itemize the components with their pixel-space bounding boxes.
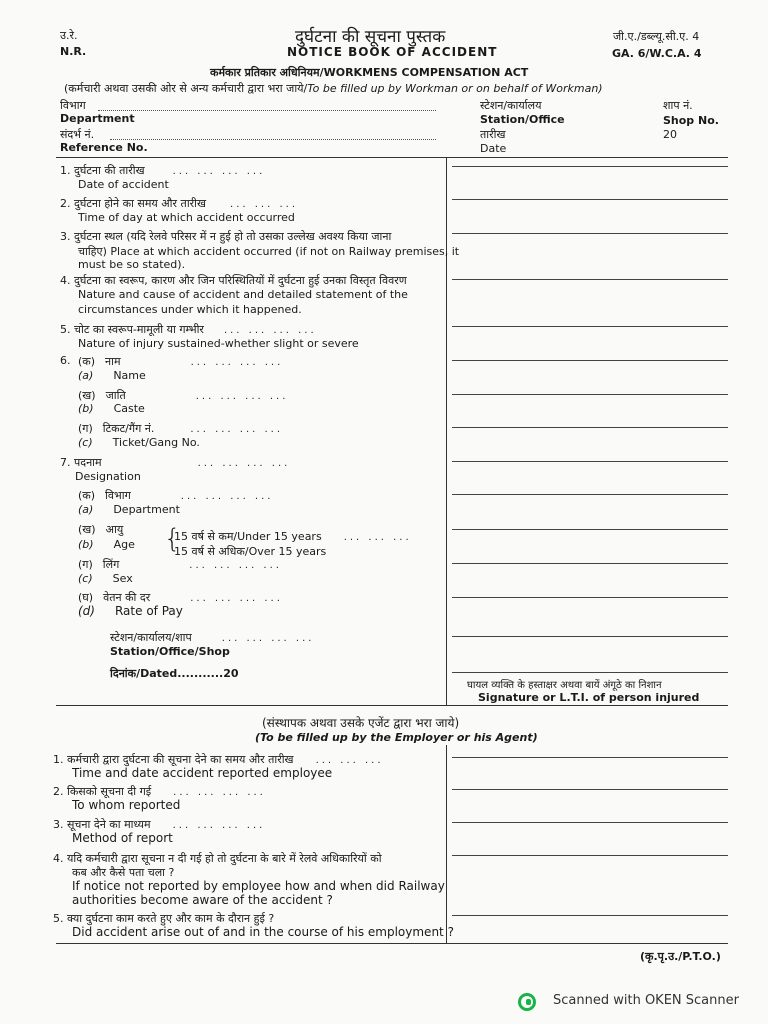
form-no-hindi: जी.ए./डब्ल्यू.सी.ए. 4	[613, 30, 700, 43]
act-line: कर्मकार प्रतिकार अधिनियम/WORKMENS COMPENSATION ACT	[210, 66, 529, 79]
employer-item-4-english-2: authorities become aware of the accident ?	[72, 893, 333, 907]
dated-field[interactable]: दिनांक/Dated...........20	[110, 667, 239, 680]
item-7-hindi: 7. पदनाम ... ... ... ...	[60, 456, 291, 469]
item-6a-english: (a) Name	[78, 369, 146, 382]
shop-label-hindi: शाप नं.	[663, 99, 693, 112]
employer-item-1-hindi: 1. कर्मचारी द्वारा दुर्घटना की सूचना देने का समय और तारीख ... ... ...	[53, 753, 384, 766]
answer-line-6b[interactable]	[452, 394, 728, 395]
age-brace: {	[164, 524, 181, 554]
section-bottom-border	[56, 943, 728, 944]
item-6a-hindi: (क) नाम ... ... ... ...	[78, 355, 284, 368]
age-over-15: 15 वर्ष से अधिक/Over 15 years	[174, 545, 327, 558]
reference-field[interactable]	[110, 139, 436, 140]
item-6b-hindi: (ख) जाति ... ... ... ...	[78, 389, 289, 402]
employer-item-2-hindi: 2. किसको सूचना दी गई ... ... ... ...	[53, 785, 266, 798]
scanner-watermark: Scanned with OKEN Scanner	[553, 993, 739, 1008]
title-english: NOTICE BOOK OF ACCIDENT	[287, 45, 498, 59]
item-7b-english: (b) Age	[78, 538, 135, 551]
signature-line[interactable]	[452, 672, 728, 673]
answer-line-7c[interactable]	[452, 563, 728, 564]
date-label-hindi: तारीख	[480, 128, 506, 141]
employer-heading: (To be filled up by the Employer or his Agent)	[255, 731, 538, 744]
signature-label: Signature or L.T.I. of person injured	[478, 691, 700, 704]
answer-line-6a[interactable]	[452, 360, 728, 361]
section-mid-border	[56, 705, 728, 706]
item-1-english: Date of accident	[78, 178, 169, 191]
station-shop-english: Station/Office/Shop	[110, 645, 230, 658]
item-7d-hindi: (घ) वेतन की दर ... ... ... ...	[78, 591, 283, 604]
form-no-english: GA. 6/W.C.A. 4	[612, 47, 702, 60]
answer-line-5[interactable]	[452, 326, 728, 327]
answer-line-1[interactable]	[452, 166, 728, 167]
answer-line-7a[interactable]	[452, 494, 728, 495]
employer-item-4-english: If notice not reported by employee how and when did Railway	[72, 879, 445, 893]
item-7a-english: (a) Department	[78, 503, 180, 516]
nr-english: N.R.	[60, 45, 87, 58]
signature-label-hindi: घायल व्यक्ति के हस्ताक्षर अथवा बायें अंगूठे का निशान	[467, 680, 662, 691]
fill-instruction-english: To be filled up by Workman or on behalf of Workman)	[307, 82, 603, 95]
employer-item-1-english: Time and date accident reported employee	[72, 766, 333, 780]
station-shop-hindi: स्टेशन/कार्यालय/शाप ... ... ... ...	[110, 631, 315, 644]
item-5-hindi: 5. चोट का स्वरूप-मामूली या गम्भीर ... ... ... ...	[60, 323, 317, 336]
age-under-15: 15 वर्ष से कम/Under 15 years ... ... ...	[174, 530, 412, 543]
employer-item-4-hindi-2: कब और कैसे पता चला ?	[72, 866, 175, 879]
answer-line-7b[interactable]	[452, 529, 728, 530]
column-divider-lower	[446, 745, 447, 943]
item-2-english: Time of day at which accident occurred	[78, 211, 295, 224]
employer-item-3-english: Method of report	[72, 831, 173, 845]
item-7-english: Designation	[75, 470, 141, 483]
date-label: Date	[480, 142, 507, 155]
item-7d-english: (d) Rate of Pay	[78, 604, 183, 618]
item-6b-english: (b) Caste	[78, 402, 145, 415]
item-1-hindi: 1. दुर्घटना की तारीख ... ... ... ...	[60, 164, 266, 177]
employer-answer-line-1[interactable]	[452, 757, 728, 758]
item-4-line2: Nature and cause of accident and detailed statement of the	[78, 288, 408, 301]
answer-line-7d[interactable]	[452, 597, 728, 598]
answer-line-7[interactable]	[452, 461, 728, 462]
fill-instruction	[64, 81, 603, 96]
answer-line-2[interactable]	[452, 199, 728, 200]
station-label: Station/Office	[480, 113, 565, 126]
employer-item-5-hindi: 5. क्या दुर्घटना काम करते हुए और काम के दौरान हुई ?	[53, 912, 275, 925]
pto-label: (कृ.पृ.उ./P.T.O.)	[640, 950, 721, 963]
item-4-hindi: 4. दुर्घटना का स्वरूप, कारण और जिन परिस्थितियों में दुर्घटना हुई उनका विस्तृत विवरण	[60, 274, 407, 287]
employer-answer-line-5[interactable]	[452, 915, 728, 916]
shop-label: Shop No.	[663, 114, 719, 127]
scanner-logo-icon	[518, 993, 536, 1011]
employer-answer-line-2[interactable]	[452, 789, 728, 790]
answer-line-4[interactable]	[452, 279, 728, 280]
station-label-hindi: स्टेशन/कार्यालय	[480, 99, 542, 112]
employer-answer-line-4[interactable]	[452, 855, 728, 856]
section-top-border	[56, 157, 728, 158]
title-hindi: दुर्घटना की सूचना पुस्तक	[295, 27, 446, 47]
answer-line-3[interactable]	[452, 233, 728, 234]
item-4-line3: circumstances under which it happened.	[78, 303, 302, 316]
item-7a-hindi: (क) विभाग ... ... ... ...	[78, 489, 274, 502]
employer-item-4-hindi: 4. यदि कर्मचारी द्वारा सूचना न दी गई हो तो दुर्घटना के बारे में रेलवे अधिकारियों को	[53, 852, 382, 865]
reference-label: Reference No.	[60, 141, 148, 154]
answer-line-station[interactable]	[452, 636, 728, 637]
answer-line-6c[interactable]	[452, 427, 728, 428]
employer-item-5-english: Did accident arise out of and in the course of his employment ?	[72, 925, 454, 939]
column-divider-upper	[446, 157, 447, 705]
item-7b-hindi: (ख) आयु	[78, 523, 124, 536]
item-7c-english: (c) Sex	[78, 572, 133, 585]
item-7c-hindi: (ग) लिंग ... ... ... ...	[78, 558, 282, 571]
item-5-english: Nature of injury sustained-whether slight or severe	[78, 337, 359, 350]
item-6c-hindi: (ग) टिकट/गैंग नं. ... ... ... ...	[78, 422, 284, 435]
department-field[interactable]	[98, 110, 436, 111]
item-6-number: 6.	[60, 354, 71, 367]
department-label-hindi: विभाग	[60, 99, 86, 112]
item-6c-english: (c) Ticket/Gang No.	[78, 436, 200, 449]
item-3-line2: चाहिए) Place at which accident occurred (if not on Railway premises, it	[78, 245, 460, 258]
employer-answer-line-3[interactable]	[452, 822, 728, 823]
employer-heading-hindi: (संस्थापक अथवा उसके एजेंट द्वारा भरा जाये)	[262, 716, 460, 730]
employer-item-2-english: To whom reported	[72, 798, 181, 812]
item-3-line3: must be so stated).	[78, 258, 186, 271]
reference-label-hindi: संदर्भ नं.	[60, 128, 95, 141]
employer-item-3-hindi: 3. सूचना देने का माध्यम ... ... ... ...	[53, 818, 266, 831]
fill-instruction-hindi: (कर्मचारी अथवा उसकी ओर से अन्य कर्मचारी द्वारा भरा जाये/	[64, 82, 308, 95]
nr-hindi: उ.रे.	[60, 29, 78, 42]
department-label: Department	[60, 112, 135, 125]
item-3-hindi: 3. दुर्घटना स्थल (यदि रेलवे परिसर में न हुई हो तो उसका उल्लेख अवश्य किया जाना	[60, 230, 392, 243]
year-prefix: 20	[663, 128, 677, 141]
item-2-hindi: 2. दुर्घटना होने का समय और तारीख ... ... ...	[60, 197, 298, 210]
